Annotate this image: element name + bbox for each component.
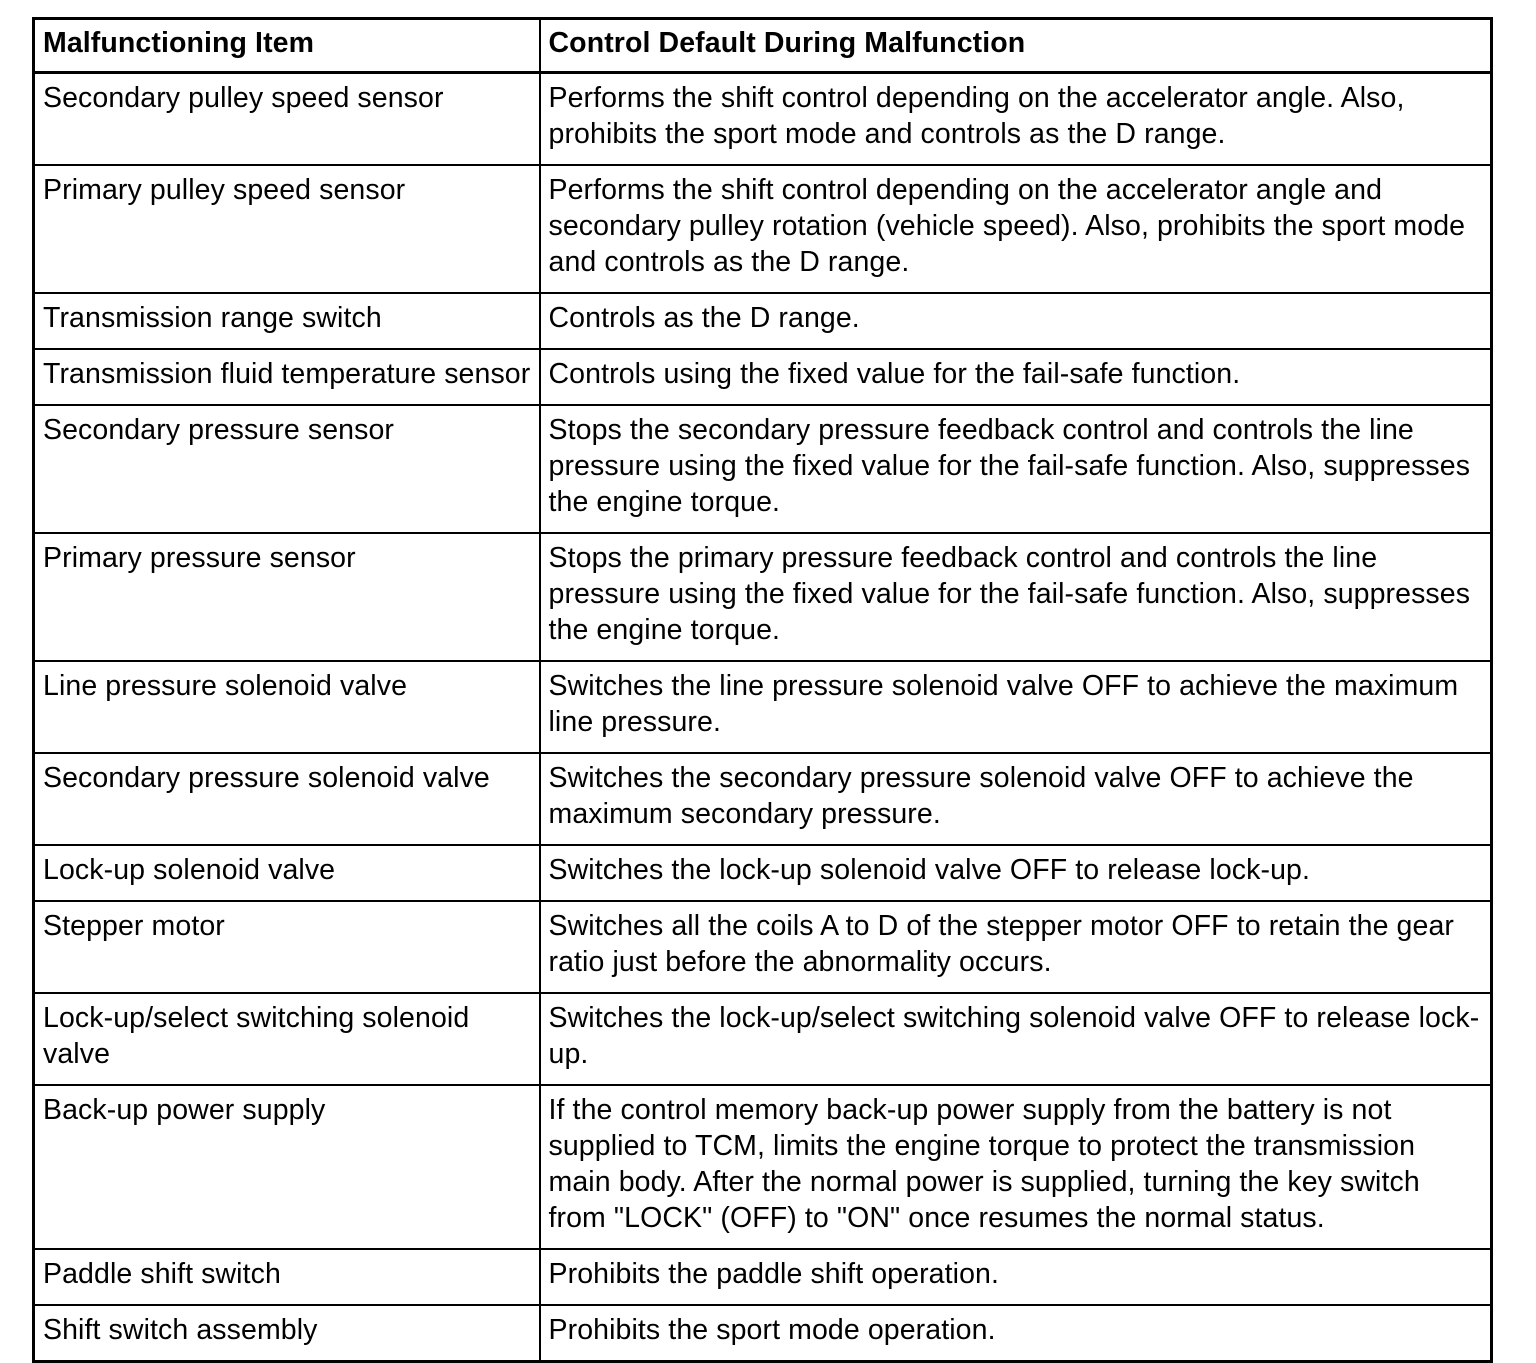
control-default-cell: Controls using the fixed value for the fail-safe function. (540, 349, 1492, 405)
malfunctioning-item-cell: Lock-up solenoid valve (34, 845, 540, 901)
table-row (34, 73, 1492, 166)
malfunctioning-item-cell: Lock-up/select switching solenoid valve (34, 993, 540, 1085)
table-row (34, 293, 1492, 349)
table-row (34, 165, 1492, 293)
control-default-cell: Switches all the coils A to D of the stepper motor OFF to retain the gear ratio just before the abnormality occurs. (540, 901, 1492, 993)
control-default-cell: Performs the shift control depending on the accelerator angle and secondary pulley rotation (vehicle speed). Also, prohibits the sport mode and controls as the D range. (540, 165, 1492, 293)
header-control-default: Control Default During Malfunction (540, 19, 1492, 73)
control-default-cell: Switches the secondary pressure solenoid valve OFF to achieve the maximum secondary pressure. (540, 753, 1492, 845)
table-body (34, 73, 1492, 1362)
malfunctioning-item-cell: Transmission range switch (34, 293, 540, 349)
control-default-cell: Prohibits the sport mode operation. (540, 1305, 1492, 1362)
malfunctioning-item-cell: Primary pressure sensor (34, 533, 540, 661)
control-default-cell: If the control memory back-up power supply from the battery is not supplied to TCM, limits the engine torque to protect the transmission main body. After the normal power is supplied, turning the key switch from "LOCK" (OFF) to "ON" once resumes the normal status. (540, 1085, 1492, 1249)
control-default-cell: Controls as the D range. (540, 293, 1492, 349)
control-default-cell: Stops the primary pressure feedback control and controls the line pressure using the fixed value for the fail-safe function. Also, suppresses the engine torque. (540, 533, 1492, 661)
table-row (34, 1085, 1492, 1249)
malfunctioning-item-cell: Line pressure solenoid valve (34, 661, 540, 753)
malfunctioning-item-cell: Back-up power supply (34, 1085, 540, 1249)
table-row (34, 533, 1492, 661)
control-default-cell: Performs the shift control depending on the accelerator angle. Also, prohibits the sport mode and controls as the D range. (540, 73, 1492, 166)
control-default-cell: Switches the lock-up solenoid valve OFF to release lock-up. (540, 845, 1492, 901)
table-header (34, 19, 1492, 73)
table-row (34, 753, 1492, 845)
control-default-cell: Stops the secondary pressure feedback control and controls the line pressure using the fixed value for the fail-safe function. Also, suppresses the engine torque. (540, 405, 1492, 533)
header-row (34, 19, 1492, 73)
control-default-cell: Switches the lock-up/select switching solenoid valve OFF to release lock-up. (540, 993, 1492, 1085)
malfunctioning-item-cell: Primary pulley speed sensor (34, 165, 540, 293)
malfunctioning-item-cell: Transmission fluid temperature sensor (34, 349, 540, 405)
table-row (34, 845, 1492, 901)
malfunctioning-item-cell: Secondary pulley speed sensor (34, 73, 540, 166)
table-row (34, 349, 1492, 405)
malfunctioning-item-cell: Stepper motor (34, 901, 540, 993)
control-default-cell: Switches the line pressure solenoid valve OFF to achieve the maximum line pressure. (540, 661, 1492, 753)
table-row (34, 405, 1492, 533)
table-row (34, 1305, 1492, 1362)
control-default-cell: Prohibits the paddle shift operation. (540, 1249, 1492, 1305)
table-row (34, 1249, 1492, 1305)
table-row (34, 993, 1492, 1085)
table-row (34, 661, 1492, 753)
malfunctioning-item-cell: Paddle shift switch (34, 1249, 540, 1305)
fail-safe-table (32, 17, 1493, 1363)
table-row (34, 901, 1492, 993)
header-malfunctioning-item: Malfunctioning Item (34, 19, 540, 73)
malfunctioning-item-cell: Shift switch assembly (34, 1305, 540, 1362)
malfunctioning-item-cell: Secondary pressure sensor (34, 405, 540, 533)
malfunctioning-item-cell: Secondary pressure solenoid valve (34, 753, 540, 845)
fail-safe-table-container (32, 17, 1490, 1363)
